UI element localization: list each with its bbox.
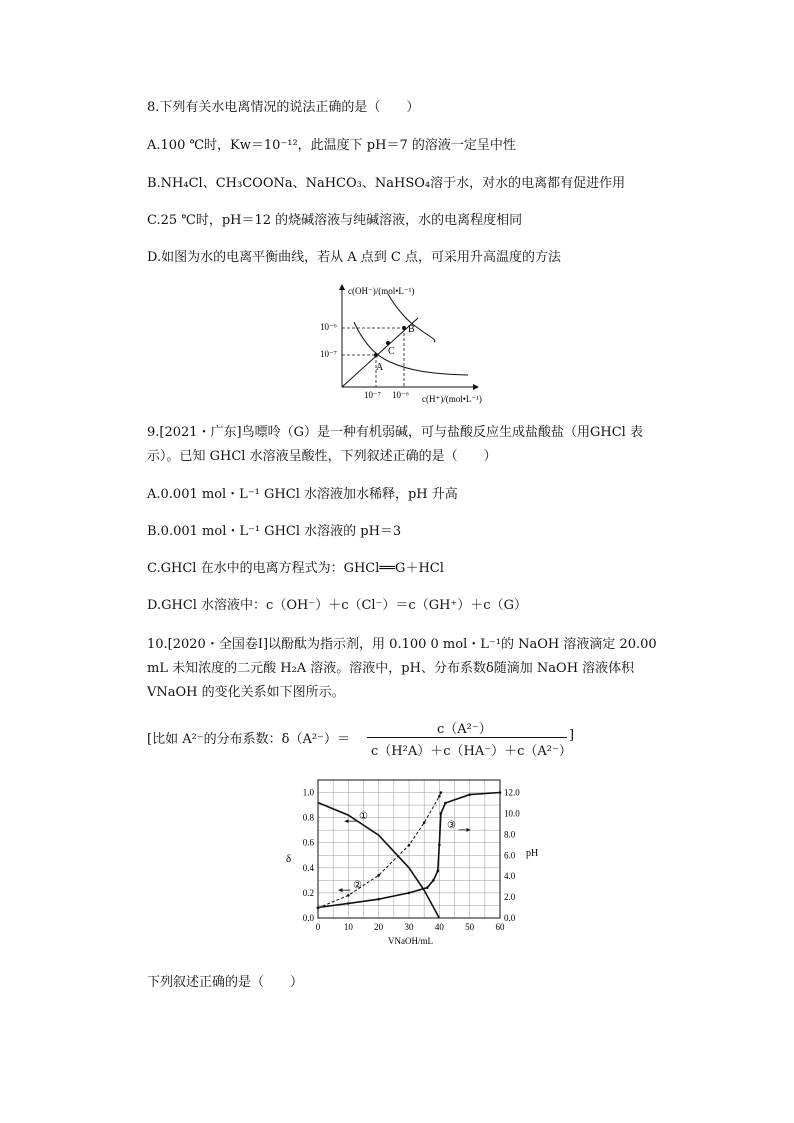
y-tick-label: 0.4 bbox=[302, 862, 314, 873]
x-axis-label: c(H⁺)/(mol•L⁻¹) bbox=[422, 394, 482, 404]
data-point bbox=[347, 902, 350, 905]
data-point bbox=[408, 844, 411, 847]
y2-tick-label: 12.0 bbox=[504, 787, 520, 798]
x-tick-label: 50 bbox=[465, 922, 475, 932]
formula-bar bbox=[367, 737, 567, 738]
q9-option-c: C.GHCl 在水中的电离方程式为：GHCl══G＋HCl bbox=[147, 561, 444, 576]
point-c-label: C bbox=[388, 346, 395, 357]
data-point bbox=[438, 795, 441, 798]
water-ionization-figure bbox=[318, 282, 508, 407]
y2-tick-label: 2.0 bbox=[504, 892, 516, 903]
data-point bbox=[499, 791, 502, 794]
annotation-1: ① bbox=[359, 811, 368, 823]
data-point bbox=[317, 906, 320, 909]
annotation-2: ② bbox=[352, 880, 362, 892]
data-point bbox=[440, 812, 443, 815]
q9-option-b: B.0.001 mol・L⁻¹ GHCl 水溶液的 pH＝3 bbox=[147, 524, 402, 539]
point-c-dot bbox=[386, 341, 390, 345]
x-tick-label: 10 bbox=[343, 922, 353, 932]
x-tick-1: 10⁻⁷ bbox=[364, 390, 381, 400]
annotation-arrowhead bbox=[338, 888, 342, 892]
titration-chart bbox=[282, 776, 542, 946]
chart-y2-label: pH bbox=[526, 848, 539, 859]
q8-option-c: C.25 ℃时，pH＝12 的烧碱溶液与纯碱溶液，水的电离程度相同 bbox=[147, 213, 523, 228]
chart-grid bbox=[318, 780, 500, 918]
q9-stem-line-2: 示）。已知 GHCl 水溶液呈酸性，下列叙述正确的是（ ） bbox=[147, 449, 497, 464]
y2-tick-label: 10.0 bbox=[504, 808, 520, 819]
q10-question: 下列叙述正确的是（ ） bbox=[147, 975, 304, 990]
x-tick-2: 10⁻⁶ bbox=[392, 390, 409, 400]
y-tick-label: 0.2 bbox=[302, 887, 314, 898]
formula-suffix: ] bbox=[569, 728, 575, 743]
chart-y-label: δ bbox=[286, 853, 292, 865]
data-point bbox=[438, 844, 441, 847]
y-tick-label: 1.0 bbox=[302, 787, 314, 798]
x-tick-label: 20 bbox=[374, 922, 384, 932]
x-tick-label: 0 bbox=[315, 922, 321, 932]
y2-tick-label: 6.0 bbox=[504, 850, 516, 861]
y-tick-label: 0.6 bbox=[302, 837, 314, 848]
q10-stem: 10.[2020・全国卷Ⅰ]以酚酞为指示剂，用 0.100 0 mol・L⁻¹的 NaOH 溶液滴定 20.00 mL 未知浓度的二元酸 H₂A 溶液。溶液中，pH、分布系数δ随滴加 NaOH 溶液体积 VNaOH 的变化关系如下图所示。 bbox=[147, 637, 657, 700]
data-point bbox=[440, 791, 443, 794]
point-b-dot bbox=[402, 326, 406, 330]
q8-option-b: B.NH₄Cl、CH₃COONa、NaHCO₃、NaHSO₄溶于水，对水的电离都有促进作用 bbox=[147, 176, 626, 191]
x-tick-label: 30 bbox=[404, 922, 414, 932]
y-tick-label: 0.0 bbox=[302, 913, 314, 923]
data-point bbox=[426, 886, 429, 889]
y2-tick-label: 8.0 bbox=[504, 829, 516, 840]
annotation-3: ③ bbox=[446, 819, 456, 831]
y-axis-label: c(OH⁻)/(mol•L⁻¹) bbox=[348, 286, 415, 296]
x-tick-label: 40 bbox=[434, 922, 444, 932]
point-a-dot bbox=[374, 353, 378, 357]
q8-option-d: D.如图为水的电离平衡曲线，若从 A 点到 C 点，可采用升高温度的方法 bbox=[147, 250, 561, 265]
q8-option-a: A.100 ℃时，Kw＝10⁻¹²，此温度下 pH＝7 的溶液一定呈中性 bbox=[147, 138, 516, 153]
annotation-arrowhead bbox=[345, 819, 349, 823]
data-point bbox=[347, 894, 350, 897]
data-point bbox=[408, 892, 411, 895]
y-tick-2: 10⁻⁷ bbox=[320, 349, 337, 359]
y2-tick-label: 0.0 bbox=[504, 913, 516, 923]
y-tick-1: 10⁻⁶ bbox=[320, 322, 337, 332]
formula-numerator: c（A²⁻） bbox=[437, 722, 492, 737]
formula-prefix: [比如 A²⁻的分布系数：δ（A²⁻）＝ bbox=[147, 732, 350, 747]
data-point bbox=[377, 898, 380, 901]
q8-stem: 8.下列有关水电离情况的说法正确的是（ ） bbox=[147, 100, 420, 115]
data-point bbox=[432, 879, 435, 882]
q9-option-a: A.0.001 mol・L⁻¹ GHCl 水溶液加水稀释，pH 升高 bbox=[147, 487, 458, 502]
y-tick-label: 0.8 bbox=[302, 812, 314, 823]
data-point bbox=[423, 821, 426, 824]
point-b-label: B bbox=[408, 324, 415, 335]
y2-tick-label: 4.0 bbox=[504, 871, 516, 882]
chart-x-label: VNaOH/mL bbox=[388, 936, 433, 946]
data-point bbox=[468, 793, 471, 796]
formula-denominator: c（H²A）＋c（HA⁻）＋c（A²⁻） bbox=[371, 744, 572, 759]
q9-option-d: D.GHCl 水溶液中：c（OH⁻）＋c（Cl⁻）＝c（GH⁺）＋c（G） bbox=[147, 598, 527, 613]
data-point bbox=[444, 802, 447, 805]
point-a-label: A bbox=[376, 362, 384, 373]
data-point bbox=[437, 870, 440, 873]
data-point bbox=[377, 874, 380, 877]
x-tick-label: 60 bbox=[495, 922, 505, 932]
q9-stem-line-1: 9.[2021・广东]鸟嘌呤（G）是一种有机弱碱，可与盐酸反应生成盐酸盐（用GHCl 表 bbox=[147, 425, 643, 440]
